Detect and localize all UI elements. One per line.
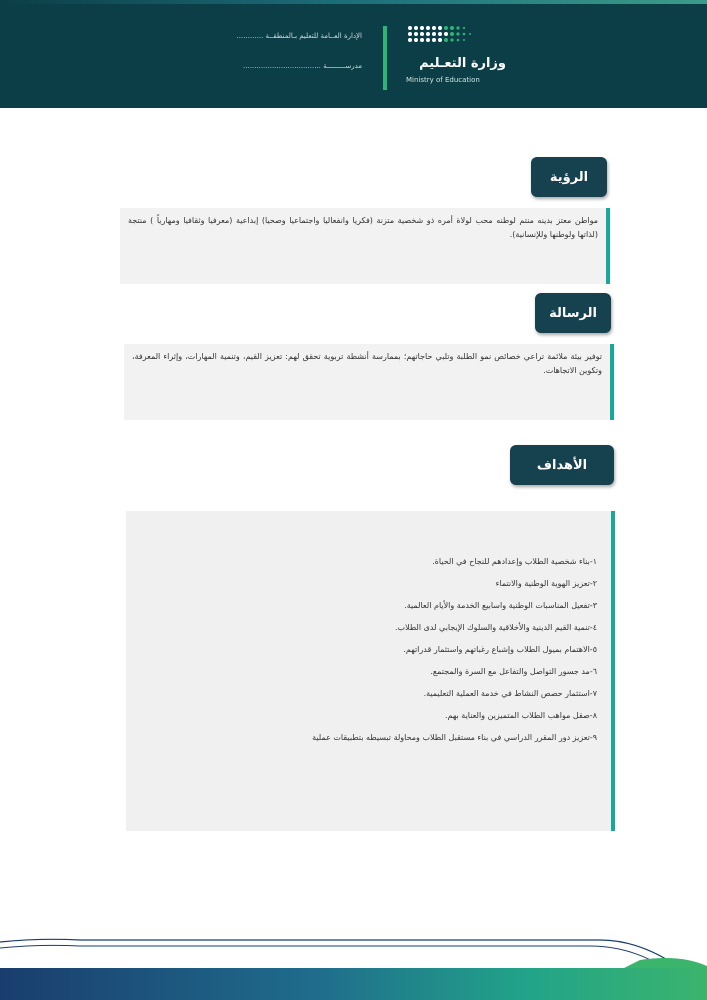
goals-list — [126, 511, 611, 749]
header-top-accent — [0, 0, 707, 4]
vision-text: مواطن معتز بدينه منتم لوطنه محب لولاة أمره ذو شخصية متزنة (فكريا وانفعاليا واجتماعيا وصحيا) إبداعية (معرفيا وثقافيا ومهارياً ) منتجة (لذاتها ولوطنها وللإنسانية). — [120, 208, 610, 284]
mission-text: توفير بيئة ملائمة تراعي خصائص نمو الطلبة وتلبي حاجاتهم؛ بممارسة أنشطة تربوية تحقق لهم: تعزيز القيم، وتنمية المهارات، وإثراء المعرفة، وتكوين الاتجاهات. — [124, 344, 614, 420]
mission-title: الرسالة — [535, 293, 611, 333]
goal-item: ٩-تعزيز دور المقرر الدراسي في بناء مستقبل الطلاب ومحاولة تبسيطه بتطبيقات عملية — [312, 733, 597, 742]
footer-wave-decoration — [0, 920, 707, 970]
goal-item: ٨-صقل مواهب الطلاب المتميزين والعناية بهم. — [444, 711, 597, 720]
logo-english-name: Ministry of Education — [406, 76, 480, 84]
goals-box — [126, 511, 615, 831]
logo-arabic-name: وزارة التعـليم — [419, 56, 506, 71]
goal-item: ٤-تنمية القيم الدينية والأخلاقية والسلوك الإيجابي لدى الطلاب. — [394, 623, 597, 632]
goal-item: ١-بناء شخصية الطلاب وإعدادهم للنجاح في الحياة. — [432, 557, 597, 566]
admin-line: الإدارة العــامة للتعليم بـالمنطقــة ............ — [236, 32, 362, 40]
goal-item: ٦-مد جسور التواصل والتفاعل مع السرة والمجتمع. — [430, 667, 597, 676]
goal-item: ٧-استثمار حصص النشاط في خدمة العملية التعليمية. — [423, 689, 597, 698]
goal-item: ٥-الاهتمام بميول الطلاب وإشباع رغباتهم واستثمار قدراتهم. — [403, 645, 597, 654]
header-divider — [383, 26, 387, 90]
school-line: مدرســـــــــة ................................... — [243, 62, 362, 70]
page-header — [0, 0, 707, 108]
goal-item: ٣-تفعيل المناسبات الوطنية واسابيع الخدمة والأيام العالمية. — [404, 601, 597, 610]
footer-band — [0, 968, 707, 1000]
goals-title: الأهداف — [510, 445, 614, 485]
vision-title: الرؤية — [531, 157, 607, 197]
goal-item: ٢-تعزيز الهوية الوطنية والانتماء — [495, 579, 597, 588]
